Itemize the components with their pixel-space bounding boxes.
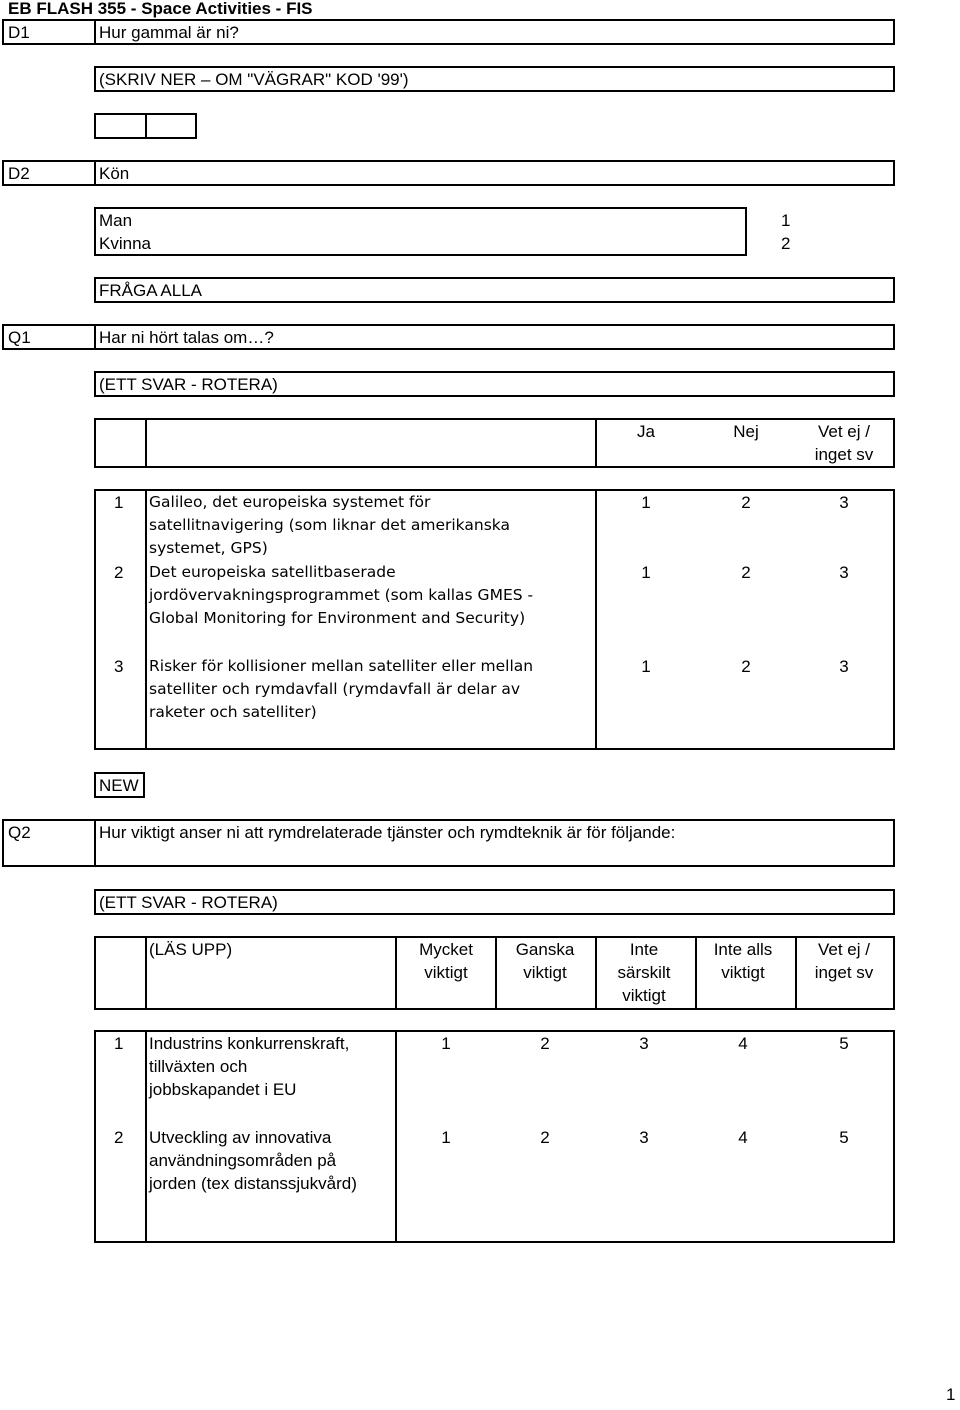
q1-item-text-line: satellitnavigering (som liknar det amerikanska <box>149 516 510 534</box>
d2-row <box>2 160 895 186</box>
q1-code: Q1 <box>8 328 31 347</box>
q1-item-text-line: Det europeiska satellitbaserade <box>149 563 396 581</box>
q1-col-inget-sv: inget sv <box>814 445 874 464</box>
q1-answer-code[interactable]: 1 <box>641 563 651 582</box>
d1-code: D1 <box>8 23 30 42</box>
q2-answer-code[interactable]: 2 <box>540 1034 550 1053</box>
q2-item-number: 1 <box>114 1034 124 1053</box>
q1-answer-code[interactable]: 2 <box>741 493 751 512</box>
q2-answer-code[interactable]: 1 <box>441 1128 451 1147</box>
q1-answer-code[interactable]: 2 <box>741 657 751 676</box>
q1-item-text-line: jordövervakningsprogrammet (som kallas GMES - <box>149 586 534 604</box>
new-label: NEW <box>99 776 139 795</box>
q1-item-text-line: systemet, GPS) <box>149 539 268 557</box>
d2-question: Kön <box>99 164 130 183</box>
page-number: 1 <box>946 1385 956 1404</box>
q2-answer-code[interactable]: 4 <box>738 1128 748 1147</box>
q2-col-inte-sarskilt: Inte <box>629 940 659 959</box>
q1-answer-code[interactable]: 3 <box>839 493 849 512</box>
d1-instruction: (SKRIV NER – OM "VÄGRAR" KOD '99') <box>99 70 409 89</box>
q2-item-text-line: jorden (tex distanssjukvård) <box>149 1174 357 1193</box>
q2-answer-code[interactable]: 4 <box>738 1034 748 1053</box>
q2-item-text-line: Industrins konkurrenskraft, <box>149 1034 350 1053</box>
q2-col-vet-ej: inget sv <box>814 963 874 982</box>
d2-option-man[interactable]: Man <box>99 211 133 230</box>
q1-item-text-line: Global Monitoring for Environment and Security) <box>149 609 526 627</box>
q2-col-vet-ej: Vet ej / <box>818 940 870 959</box>
q1-instruction: (ETT SVAR - ROTERA) <box>99 375 278 394</box>
q2-item-number: 2 <box>114 1128 124 1147</box>
q2-item-text-line: Utveckling av innovativa <box>149 1128 332 1147</box>
q2-col-ganska: Ganska <box>515 940 575 959</box>
ask-all-instruction: FRÅGA ALLA <box>99 281 202 300</box>
q2-answer-code[interactable]: 2 <box>540 1128 550 1147</box>
q1-answer-code[interactable]: 2 <box>741 563 751 582</box>
q2-answer-code[interactable]: 5 <box>839 1034 849 1053</box>
q2-col-ganska: viktigt <box>523 963 567 982</box>
q1-item-text-line: raketer och satelliter) <box>149 703 317 721</box>
q2-item-text-line: användningsområden på <box>149 1151 337 1170</box>
q2-col-mycket: viktigt <box>424 963 468 982</box>
q2-answer-code[interactable]: 3 <box>639 1128 649 1147</box>
q2-item-text-line: tillväxten och <box>149 1057 248 1076</box>
q2-question: Hur viktigt anser ni att rymdrelaterade tjänster och rymdteknik är för följande: <box>99 823 676 842</box>
age-digit-box-1[interactable] <box>94 113 147 139</box>
q1-col-vet-ej: Vet ej / <box>818 422 870 441</box>
q1-item-text-line: Galileo, det europeiska systemet för <box>149 493 431 511</box>
q1-item-text-line: satelliter och rymdavfall (rymdavfall är delar av <box>149 680 521 698</box>
q1-answer-code[interactable]: 1 <box>641 657 651 676</box>
q2-col-inte-alls: viktigt <box>721 963 765 982</box>
q1-answer-code[interactable]: 3 <box>839 563 849 582</box>
q2-item-text-line: jobbskapandet i EU <box>149 1080 297 1099</box>
d2-code-kvinna: 2 <box>781 234 791 253</box>
q1-col-nej: Nej <box>733 422 759 441</box>
q1-col-ja: Ja <box>637 422 655 441</box>
q1-item-number: 1 <box>114 493 124 512</box>
q1-item-number: 2 <box>114 563 124 582</box>
document-title: EB FLASH 355 - Space Activities - FIS <box>8 0 313 18</box>
q1-item-number: 3 <box>114 657 124 676</box>
q2-col-inte-sarskilt: viktigt <box>622 986 666 1005</box>
q2-col-inte-alls: Inte alls <box>713 940 773 959</box>
q1-question: Har ni hört talas om…? <box>99 328 274 347</box>
age-digit-box-2[interactable] <box>145 113 197 139</box>
q2-col-mycket: Mycket <box>419 940 473 959</box>
q1-answer-code[interactable]: 1 <box>641 493 651 512</box>
ask-all-box <box>94 277 895 303</box>
q1-answer-code[interactable]: 3 <box>839 657 849 676</box>
d1-question: Hur gammal är ni? <box>99 23 239 42</box>
q2-read-out: (LÄS UPP) <box>149 940 233 959</box>
d2-code: D2 <box>8 164 30 183</box>
q1-item-text-line: Risker för kollisioner mellan satelliter eller mellan <box>149 657 534 675</box>
q2-instruction: (ETT SVAR - ROTERA) <box>99 893 278 912</box>
d2-code-man: 1 <box>781 211 791 230</box>
q2-answer-code[interactable]: 5 <box>839 1128 849 1147</box>
q2-answer-code[interactable]: 1 <box>441 1034 451 1053</box>
d2-options-box <box>94 207 747 256</box>
q2-code: Q2 <box>8 823 31 842</box>
q2-col-inte-sarskilt: särskilt <box>617 963 671 982</box>
d2-option-kvinna[interactable]: Kvinna <box>99 234 151 253</box>
q2-answer-code[interactable]: 3 <box>639 1034 649 1053</box>
